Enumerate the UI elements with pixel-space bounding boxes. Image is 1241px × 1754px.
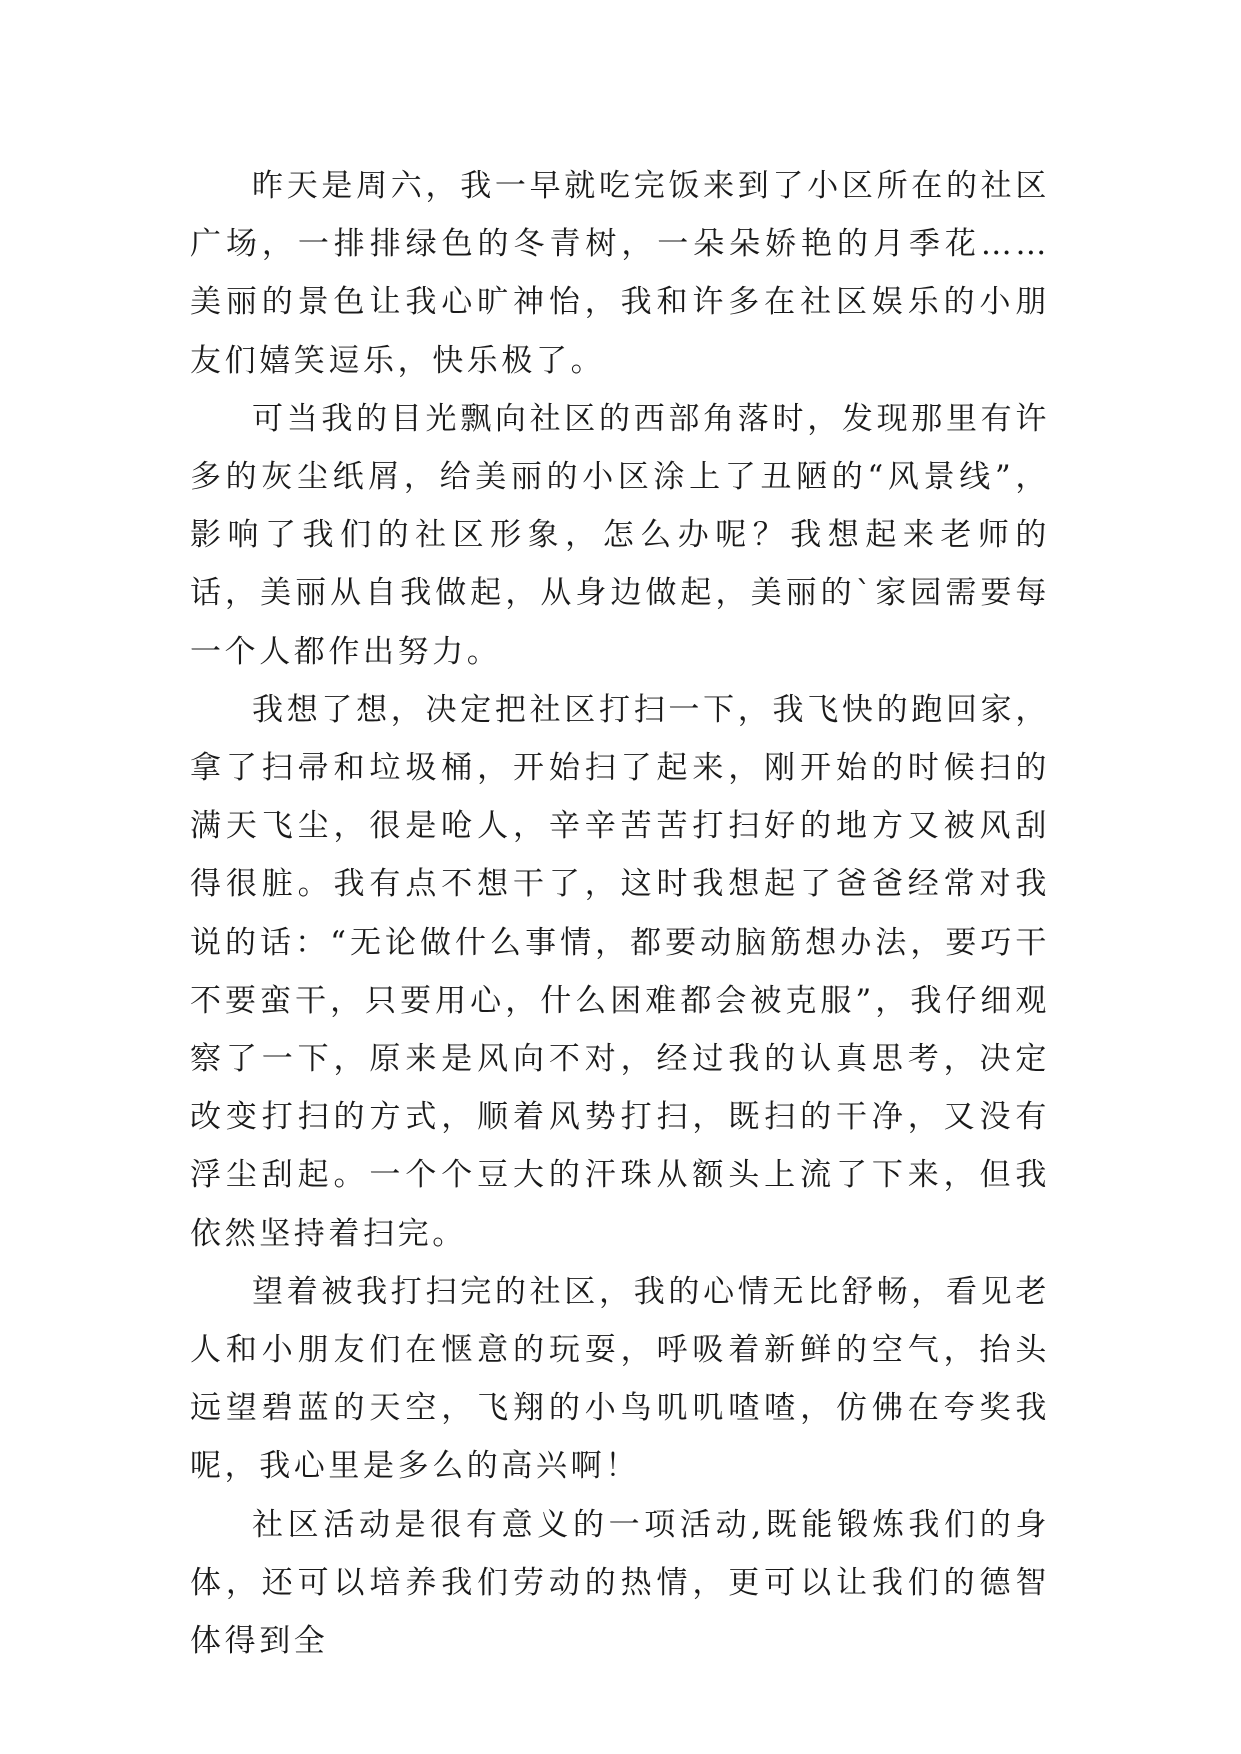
essay-body <box>190 157 1050 1670</box>
paragraph-4: 望着被我打扫完的社区，我的心情无比舒畅，看见老人和小朋友们在惬意的玩耍，呼吸着新鲜的空气，抬头远望碧蓝的天空，飞翔的小鸟叽叽喳喳，仿佛在夸奖我呢，我心里是多么的高兴啊！ <box>190 1273 1050 1485</box>
paragraph-5: 社区活动是很有意义的一项活动,既能锻炼我们的身体，还可以培养我们劳动的热情，更可以让我们的德智体得到全 <box>190 1506 1050 1660</box>
paragraph-1: 昨天是周六，我一早就吃完饭来到了小区所在的社区广场，一排排绿色的冬青树，一朵朵娇艳的月季花……美丽的景色让我心旷神怡，我和许多在社区娱乐的小朋友们嬉笑逗乐，快乐极了。 <box>190 168 1050 379</box>
paragraph-3: 我想了想，决定把社区打扫一下，我飞快的跑回家，拿了扫帚和垃圾桶，开始扫了起来，刚开始的时候扫的满天飞尘，很是呛人，辛辛苦苦打扫好的地方又被风刮得很脏。我有点不想干了，这时我想起了爸爸经常对我说的话：“无论做什么事情，都要动脑筋想办法，要巧干不要蛮干，只要用心，什么困难都会被克服”，我仔细观察了一下，原来是风向不对，经过我的认真思考，决定改变打扫的方式，顺着风势打扫，既扫的干净，又没有浮尘刮起。一个个豆大的汗珠从额头上流了下来，但我依然坚持着扫完。 <box>190 691 1050 1252</box>
paragraph-2: 可当我的目光飘向社区的西部角落时，发现那里有许多的灰尘纸屑，给美丽的小区涂上了丑陋的“风景线”，影响了我们的社区形象，怎么办呢？我想起来老师的话，美丽从自我做起，从身边做起，美丽的`家园需要每一个人都作出努力。 <box>190 400 1050 670</box>
